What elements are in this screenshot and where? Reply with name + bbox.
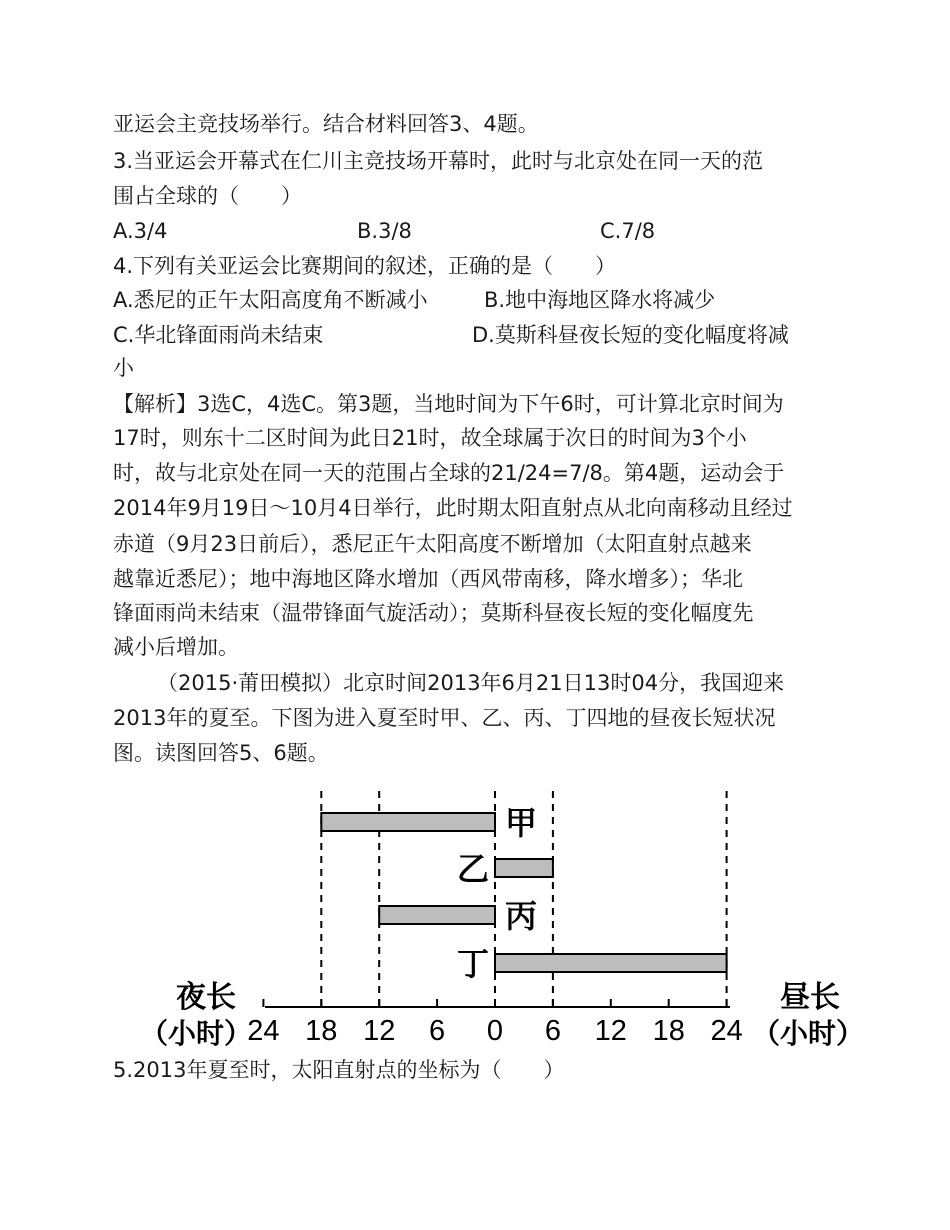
tick-label-4: 0 (486, 1015, 504, 1047)
text-line-1: 亚运会主竞技场举行。结合材料回答3、4题。 (113, 112, 539, 136)
category-label-4: 丁 (457, 945, 490, 983)
tick-label-0: 24 (247, 1015, 280, 1047)
category-label-2: 乙 (457, 850, 490, 888)
left-axis-label-line2: （小时） (140, 1017, 253, 1050)
bar-1 (321, 813, 495, 831)
tick-label-7: 18 (652, 1015, 685, 1047)
analysis-line-3: 时，故与北京处在同一天的范围占全球的21/24=7/8。第4题，运动会于 (113, 461, 785, 485)
category-label-3: 丙 (505, 897, 538, 935)
right-axis-label-line1: 昼长 (780, 980, 840, 1015)
q3-option-c: C.7/8 (600, 219, 656, 243)
analysis-line-4: 2014年9月19日～10月4日举行，此时期太阳直射点从北向南移动且经过 (113, 496, 793, 520)
analysis-line-1: 【解析】3选C，4选C。第3题，当地时间为下午6时，可计算北京时间为 (113, 392, 784, 416)
intro-line-2: 2013年的夏至。下图为进入夏至时甲、乙、丙、丁四地的昼夜长短状况 (113, 706, 776, 730)
tick-label-1: 18 (305, 1015, 338, 1047)
analysis-line-6: 越靠近悉尼）；地中海地区降水增加（西风带南移，降水增多）；华北 (113, 567, 743, 591)
right-axis-label-line2: （小时） (752, 1017, 865, 1050)
tick-label-8: 24 (710, 1015, 743, 1047)
q3-option-a: A.3/4 (113, 219, 168, 243)
analysis-line-8: 减小后增加。 (113, 635, 239, 659)
intro-line-3: 图。读图回答5、6题。 (113, 741, 329, 765)
q4-option-d-cont: 小 (113, 356, 134, 380)
q4-option-d: D.莫斯科昼夜长短的变化幅度将减 (472, 323, 789, 347)
q4-option-b: B.地中海地区降水将减少 (484, 288, 716, 312)
bar-3 (379, 906, 495, 924)
analysis-line-7: 锋面雨尚未结束（温带锋面气旋活动）；莫斯科昼夜长短的变化幅度先 (113, 601, 754, 625)
bar-2 (495, 859, 553, 877)
analysis-line-5: 赤道（9月23日前后），悉尼正午太阳高度不断增加（太阳直射点越来 (113, 532, 752, 556)
question-5-stem: 5.2013年夏至时，太阳直射点的坐标为（ ） (113, 1058, 565, 1082)
left-axis-label-line1: 夜长 (176, 980, 236, 1015)
question-3-stem: 3.当亚运会开幕式在仁川主竞技场开幕时，此时与北京处在同一天的范 (113, 149, 764, 173)
analysis-line-2: 17时，则东十二区时间为此日21时，故全球属于次日的时间为3个小 (113, 426, 747, 450)
tick-label-2: 12 (363, 1015, 396, 1047)
tick-label-6: 12 (594, 1015, 627, 1047)
q3-option-b: B.3/8 (357, 219, 412, 243)
question-4-stem: 4.下列有关亚运会比赛期间的叙述，正确的是（ ） (113, 254, 617, 278)
tick-label-5: 6 (544, 1015, 561, 1047)
bar-4 (495, 954, 727, 972)
q4-option-c: C.华北锋面雨尚未结束 (113, 323, 324, 347)
tick-label-3: 6 (429, 1015, 446, 1047)
intro-line-1: （2015·莆田模拟）北京时间2013年6月21日13时04分，我国迎来 (157, 671, 785, 695)
question-3-stem-cont: 围占全球的（ ） (113, 184, 302, 208)
day-night-length-chart (140, 785, 880, 1060)
category-label-1: 甲 (505, 804, 538, 842)
q4-option-a: A.悉尼的正午太阳高度角不断减小 (113, 288, 428, 312)
